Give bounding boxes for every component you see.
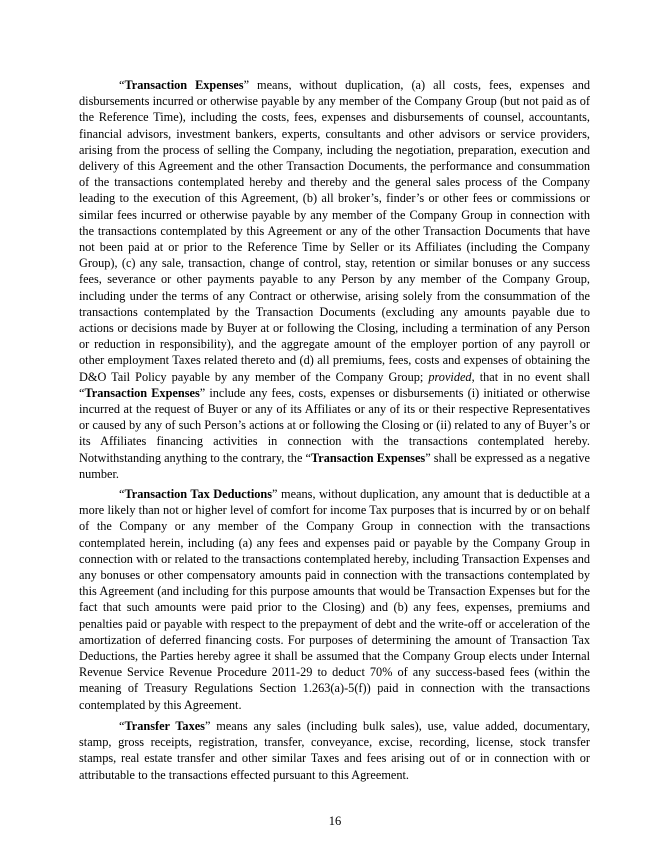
definition-text: ” shall be expressed as a negative number. (79, 450, 590, 481)
defined-term: Transaction Tax Deductions (124, 487, 273, 501)
open-quote: “ (119, 487, 125, 501)
definition-text: ” means, without duplication, any amount that is deductible at a more likely than not or higher level of comfort for income Tax purposes that is incurred by or on behalf of the Company or any member of the Company Group in connection with the transactions contemplated herein, including (a) any fees and expenses paid or payable by the Company Group in connection with or related to the transactions contemplated hereby, including Transaction Expenses and any bonuses or other compensatory amounts paid in connection with the transactions contemplated by this Agreement (and including for this purpose amounts that would be Transaction Expenses but for the fact that such amounts were paid prior to the Closing) and (b) any fees, expenses, premiums and penalties paid or payable with respect to the prepayment of debt and the write-off or acceleration of the amortization of deferred financing costs. For purposes of determining the amount of Transaction Tax Deductions, the Parties hereby agree it shall be assumed that the Company Group elects under Internal Revenue Service Revenue Procedure 2011-29 to deduct 70% of any success-based fees (within the meaning of Treasury Regulations Section 1.263(a)-5(f)) paid in connection with the transactions contemplated by this Agreement. (79, 487, 590, 712)
definition-text: ” include any fees, costs, expenses or disbursements (i) initiated or otherwise incurred at the request of Buyer or any of its Affiliates or any of its or their respective Representatives or caused by any of such Person’s actions at or following the Closing or (ii) related to any of Buyer’s or its Affiliates financing activities in connection with the transactions contemplated hereby. Notwithstanding anything to the contrary, the “ (79, 385, 590, 465)
defined-term: Transaction Expenses (124, 78, 244, 92)
definition-text: ” means, without duplication, (a) all costs, fees, expenses and disbursements incurred or otherwise payable by any member of the Company Group (but not paid as of the Reference Time), including the costs, fees, expenses and disbursements of counsel, accountants, financial advisors, investment bankers, experts, consultants and other advisors or service providers, arising from the process of selling the Company, including the negotiation, preparation, execution and delivery of this Agreement and the other Transaction Documents, the performance and consummation of the transactions contemplated hereby and thereby and the general sales process of the Company leading to the execution of this Agreement, (b) all broker’s, finder’s or other fees or commissions or similar fees incurred or otherwise payable by any member of the Company Group in connection with the transactions contemplated by this Agreement or any of the other Transaction Documents that have not been paid at or prior to the Reference Time by Seller or its Affiliates (including the Company Group), (c) any sale, transaction, change of control, stay, retention or similar bonuses or any success fees, severance or other payments payable to any Person by any member of the Company Group, including under the terms of any Contract or otherwise, arising solely from the consummation of the transactions contemplated by the Transaction Documents (excluding any amounts payable due to actions or decisions made by Buyer at or following the Closing, including a termination of any Person or reduction in responsibility), and the aggregate amount of the employer portion of any payroll or other employment Taxes related thereto and (d) all premiums, fees, costs and expenses of obtaining the D&O Tail Policy payable by any member of the Company Group; (79, 78, 590, 384)
definition-text: , that in no event shall “ (79, 369, 590, 400)
definition-transaction-expenses (79, 77, 590, 482)
definition-transfer-taxes (79, 718, 590, 783)
open-quote: “ (119, 78, 125, 92)
paragraph (79, 77, 590, 482)
defined-term: Transaction Expenses (310, 450, 426, 465)
definition-text: ” means any sales (including bulk sales), use, value added, documentary, stamp, gross receipts, registration, transfer, conveyance, excise, recording, license, stock transfer stamps, real estate transfer and other similar Taxes and fees arising out of or in connection with or attributable to the transactions effected pursuant to this Agreement. (79, 719, 590, 782)
paragraph (79, 718, 590, 783)
paragraph (79, 486, 590, 713)
definition-transaction-tax-deductions (79, 486, 590, 713)
emphasis-provided: provided (428, 369, 472, 384)
defined-term: Transaction Expenses (84, 385, 200, 400)
open-quote: “ (119, 719, 125, 733)
page-number: 16 (328, 814, 342, 828)
defined-term: Transfer Taxes (124, 719, 205, 733)
